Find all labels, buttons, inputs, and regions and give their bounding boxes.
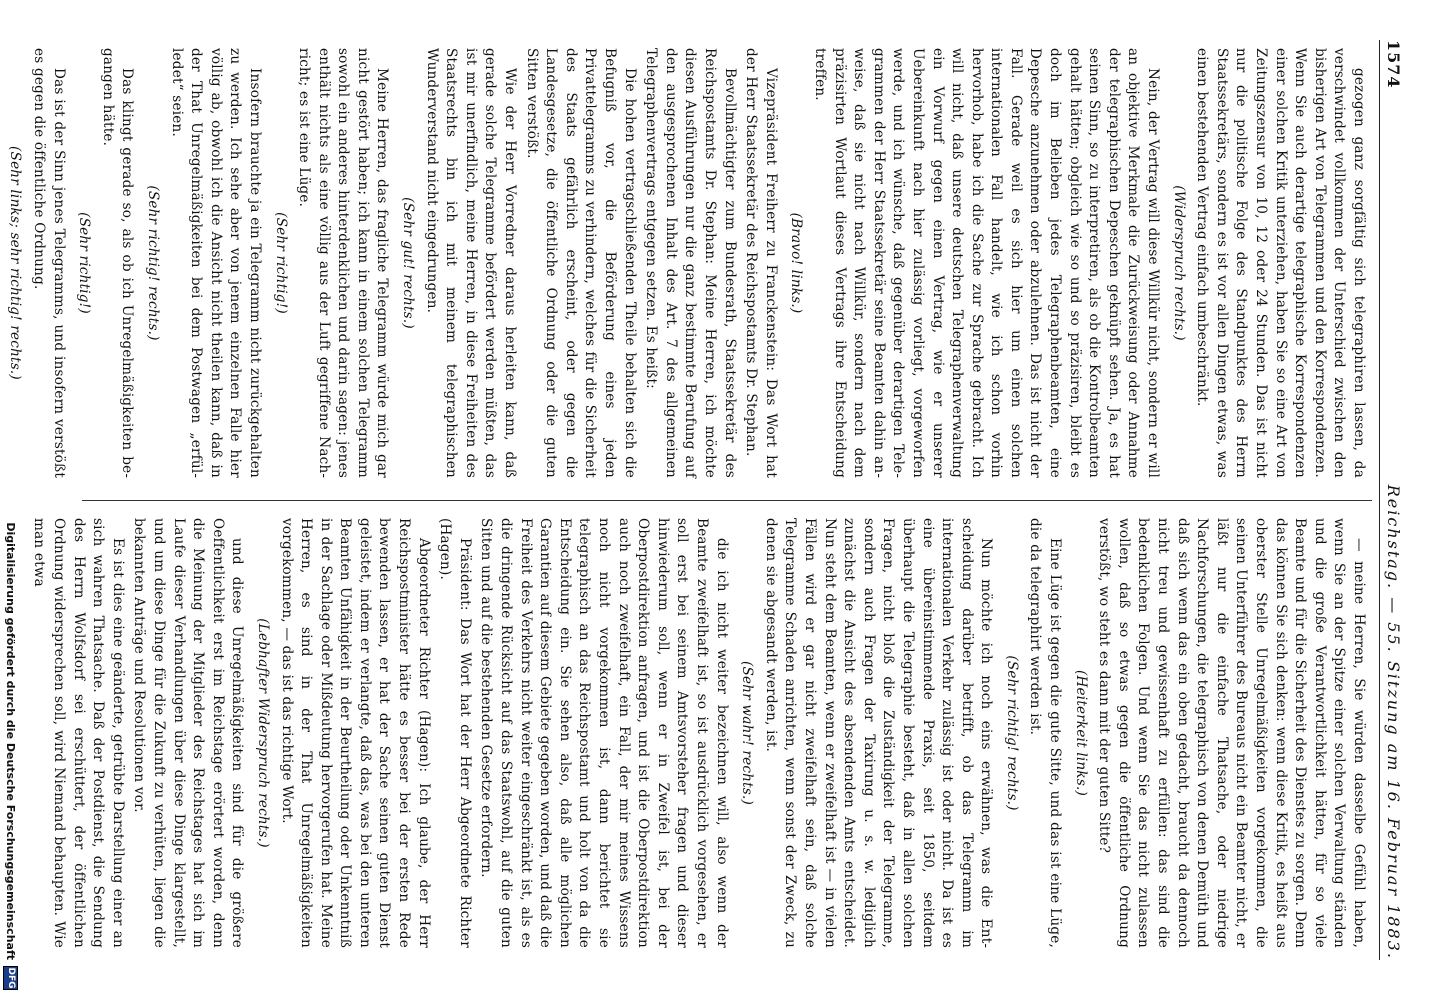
paragraph: Meine Herren, das fragliche Telegramm würde mich gar nicht gestört haben; ich kann in einem solchen Telegramm sowohl ein anderes hinterdenklichen und darin sagen: jenes enthält nichts als eine völlig aus der Luft gegriffene Nachricht; es ist eine Lüge. [296, 48, 391, 478]
stage-direction: (Sehr richtig!) [76, 212, 93, 314]
page-number: 1574 [1384, 40, 1403, 89]
stage-direction: (Sehr links; sehr richtig! rechts.) [7, 146, 24, 380]
paragraph: Nein, der Vertrag will diese Willkür nicht, sondern er will an objektive Merkmale die Zurückweisung oder Annahme der telegraphischen Depeschen geknüpft sehen. Ja, es hat seinen Sinn, so zu interpretiren, als ob die Kontrolbeamten gehalt hätten; obgleich wie so und so präzisiren, bleibt es doch im Belieben jedes Telegraphenbeamten, eine Depesche anzunehmen oder abzulehnen. Das ist nicht der Fall. Gerade weil es sich hier um einen solchen internationalen Fall handelt, wie ich schon vorhin hervorhob, habe ich die Sache zur Sprache gebracht. Ich will nicht, daß unsere deutschen Telegraphenverwaltung ein Vorwurf gegen einen Vertrag, wie er unserer Uebereinkunft nach hier zulässig vorliegt, vorgeworfen werde, und ich wünsche, daß gegenüber derartigen Telegrammen der Herr Staatssekretär seine Beamten dahin anweise, daß sie nicht nach Willkür, sondern nach dem präzisirten Wortlaut dieses Vertrags ihre Entscheidung treffen. [811, 48, 1162, 478]
paragraph: die ich nicht weiter bezeichnen will, also wenn der Beamte zweifelhaft ist, so ist ausdrücklich vorgesehen, er soll erst bei seinem Amtsvorsteher fragen und dieser hinwiederum soll, wenn er in Zweifel ist, bei der Oberpostdirektion anfragen, und ist die Oberpostdirektion auch noch zweifelhaft, ein Fall, der mir meines Wissens noch nicht vorgekommen ist, dann berichtet sie telegraphisch an das Reichspostamt und holt von da die Entscheidung ein. Sie sehen also, daß alle möglichen Garantien auf diesem Gebiete gegeben worden, und daß die Freiheit des Verkehrs nicht weiter eingeschränkt ist, als es die dringende Rücksicht auf das Staatswohl, auf die guten Sitten und auf die bestehenden Gesetze erfordern. [478, 518, 730, 948]
running-title: Reichstag. — 55. Sitzung am 16. Februar 1883. [1384, 484, 1403, 960]
paragraph: Es ist dies eine geänderte, getrübte Darstellung einer an sich wahren Thatsache. Daß der Postdienst, die Sendung des Herrn Wolfsdorf sei erschüttert, der öffentlichen Ordnung widersprechen soll, wird Niemand behaupten. Wie man etwa [31, 518, 126, 948]
stage-direction: (Lebhafter Widerspruch rechts.) [254, 618, 271, 848]
paragraph: Das klingt gerade so, als ob ich Unregelmäßigkeiten begangen hätte. [99, 48, 136, 478]
right-column [27, 518, 1368, 948]
paragraph: Eine Lüge ist gegen die gute Sitte, und das ist eine Lüge, die da telegraphirt werden ist. [1027, 518, 1064, 948]
paragraph: Das ist der Sinn jenes Telegramms, und insofern verstößt es gegen die öffentliche Ordnung. [31, 48, 67, 478]
stage-direction: (Sehr richtig! rechts.) [144, 185, 161, 341]
stage-direction: (Sehr wahr! rechts.) [739, 661, 756, 805]
paragraph: und diese Unregelmäßigkeiten sind für die größere Oeffentlichkeit erst im Reichstage erörtert worden, denn die Meinung der Mitglieder des Reichstages hat sich im Laufe dieser Verhandlungen über diese Dinge klargestellt, und um diese Dinge für die Zukunft zu verhüten, liegen die bekannten Anträge und Resolutionen vor. [131, 518, 246, 948]
paragraph: — meine Herren, Sie würden dasselbe Gefühl haben, wenn Sie an der Spitze einer solchen Verwaltung ständen und die große Verantwortlichkeit hätten, für so viele Beamte und für die Sicherheit des Dienstes zu sorgen. Denn das können Sie sich denken: wenn diese Kritik, es heißt aus oberster Stelle Unregelmäßigkeiten vorgekommen, die seinen Unterführer des Bureaus nicht ein Beamter nicht, er läßt nur die einfache Thatsache, oder niedrige Nachforschungen, die telegraphisch von denen Demüth und daß sich wenn das ein oben gedacht, braucht da dennoch nicht treu und gewissenhaft zu erfüllen: das sind die bedenklichen Folgen. Und wenn Sie das nicht zulassen wollen, daß so etwas gegen die öffentliche Ordnung verstößt, wo steht es dann mit der guten Sitte? [1096, 518, 1367, 948]
paragraph: Nun möchte ich noch eins erwähnen, was die Entscheidung darüber betrifft, ob das Telegramm im internationalen Verkehr zulässig ist oder nicht. Da ist es eine übereinstimmende Praxis, seit 1850, seitdem überhaupt die Telegraphie besteht, daß in allen solchen Fragen, nicht bloß die Zuständigkeit der Telegramme, sondern auch Fragen der Taxirung u. s. w. lediglich zunächst die Ansicht des absendenden Amts entscheidet. Nun steht dem Beamten, wenn er zweifelhaft ist — in vielen Fällen wird er gar nicht zweifelhaft sein, daß solche Telegramme Schaden anrichten, wenn sonst der Zweck, zu denen sie abgesandt werden, ist. [762, 518, 995, 948]
paragraph: Insofern brauchte ja ein Telegramm nicht zurückgehalten zu werden. Ich sehe aber von jenem einzelnen Falle hier völlig ab, obwohl ich die Ansicht nicht theilen kann, daß in der That Unregelmäßigkeiten bei dem Postwagen „erfülledet“ seien. [168, 48, 263, 478]
stage-direction: (Sehr richtig!) [272, 212, 289, 314]
column-divider [82, 500, 1372, 501]
page-header [1384, 40, 1414, 960]
paragraph: Präsident: Das Wort hat der Herr Abgeordnete Richter (Hagen). [437, 518, 473, 948]
paragraph: gezogen ganz sorgfältig sich telegraphiren lassen, da verschwindet vollkommen der Unterschied zwischen den bisherigen Art von Telegrammen und den Korrespondenzen. Wenn Sie auch derartige telegraphische Korrespondenzen einer solchen Kritik unterziehen, haben Sie so eine Art von Zeitungszensur von 10, 12 oder 24 Stunden. Das ist nicht nur die politische Folge des Standpunktes des Herrn Staatssekretärs, sondern es ist vor allen Dingen etwas, was einen bestehenden Vertrag einfach umbeschränkt. [1194, 48, 1367, 478]
left-column [0, 48, 1368, 478]
stage-direction: (Sehr richtig! rechts.) [1003, 655, 1020, 811]
stage-direction: (Sehr gut! rechts.) [400, 197, 417, 329]
digitization-note: Digitalisierung gefördert durch die Deutsche Forschungsgemeinschaft [4, 522, 18, 960]
paragraph: Vizepräsident Freiherr zu Franckenstein: Das Wort hat der Herr Staatssekretär des Reichspostamts Dr. Stephan. [743, 48, 779, 478]
paragraph: Abgeordneter Richter (Hagen): Ich glaube, der Herr Reichspostminister hätte es besser bei der ersten Rede bewenden lassen, er hat der Sache seinen guten Dienst geleistet, indem er verlangte, daß das, was bei den unteren Beamten Unfähigkeit in der Beurtheilung oder Unkenntniß in der Sachlage oder Mißdeutung hervorgerufen hat. Meine Herren, es sind in der That Unregelmäßigkeiten vorgekommen, — das ist das richtige Wort. [278, 518, 432, 948]
stage-direction: (Bravo! links.) [788, 212, 805, 314]
paragraph: Die hohen vertragschließenden Theile behalten sich die Befugniß vor, die Beförderung eines jeden Privattelegramms zu verhindern, welches für die Sicherheit des Staats gefährlich erscheint, oder gegen die Landesgesetze, die öffentliche Ordnung oder die guten Sitten verstößt. [523, 48, 638, 478]
dfg-logo: DFG [4, 966, 19, 990]
paragraph: Bevollmächtigter zum Bundesrath, Staatssekretär des Reichspostamts Dr. Stephan: Meine Herren, ich möchte diesen Ausführungen nur die ganz bestimmte Berufung auf den ausgesprochenen Inhalt des Art. 7 des allgemeinen Telegraphenvertrags entgegen setzen. Es heißt: [643, 48, 738, 478]
stage-direction: (Heiterkeit links.) [1072, 669, 1089, 797]
page-footer [2, 0, 20, 1000]
header-rule [1379, 40, 1380, 960]
paragraph: Wie der Herr Vorredner daraus herleiten kann, daß gerade solche Telegramme befördert werden müßten, das ist mir unerfindlich, meine Herren, in diese Freiheiten des Staatsrechts bin ich mit meinem telegraphischen Wunderverstand nicht eingedrungen. [423, 48, 519, 478]
stage-direction: (Widerspruch rechts.) [1170, 185, 1187, 341]
